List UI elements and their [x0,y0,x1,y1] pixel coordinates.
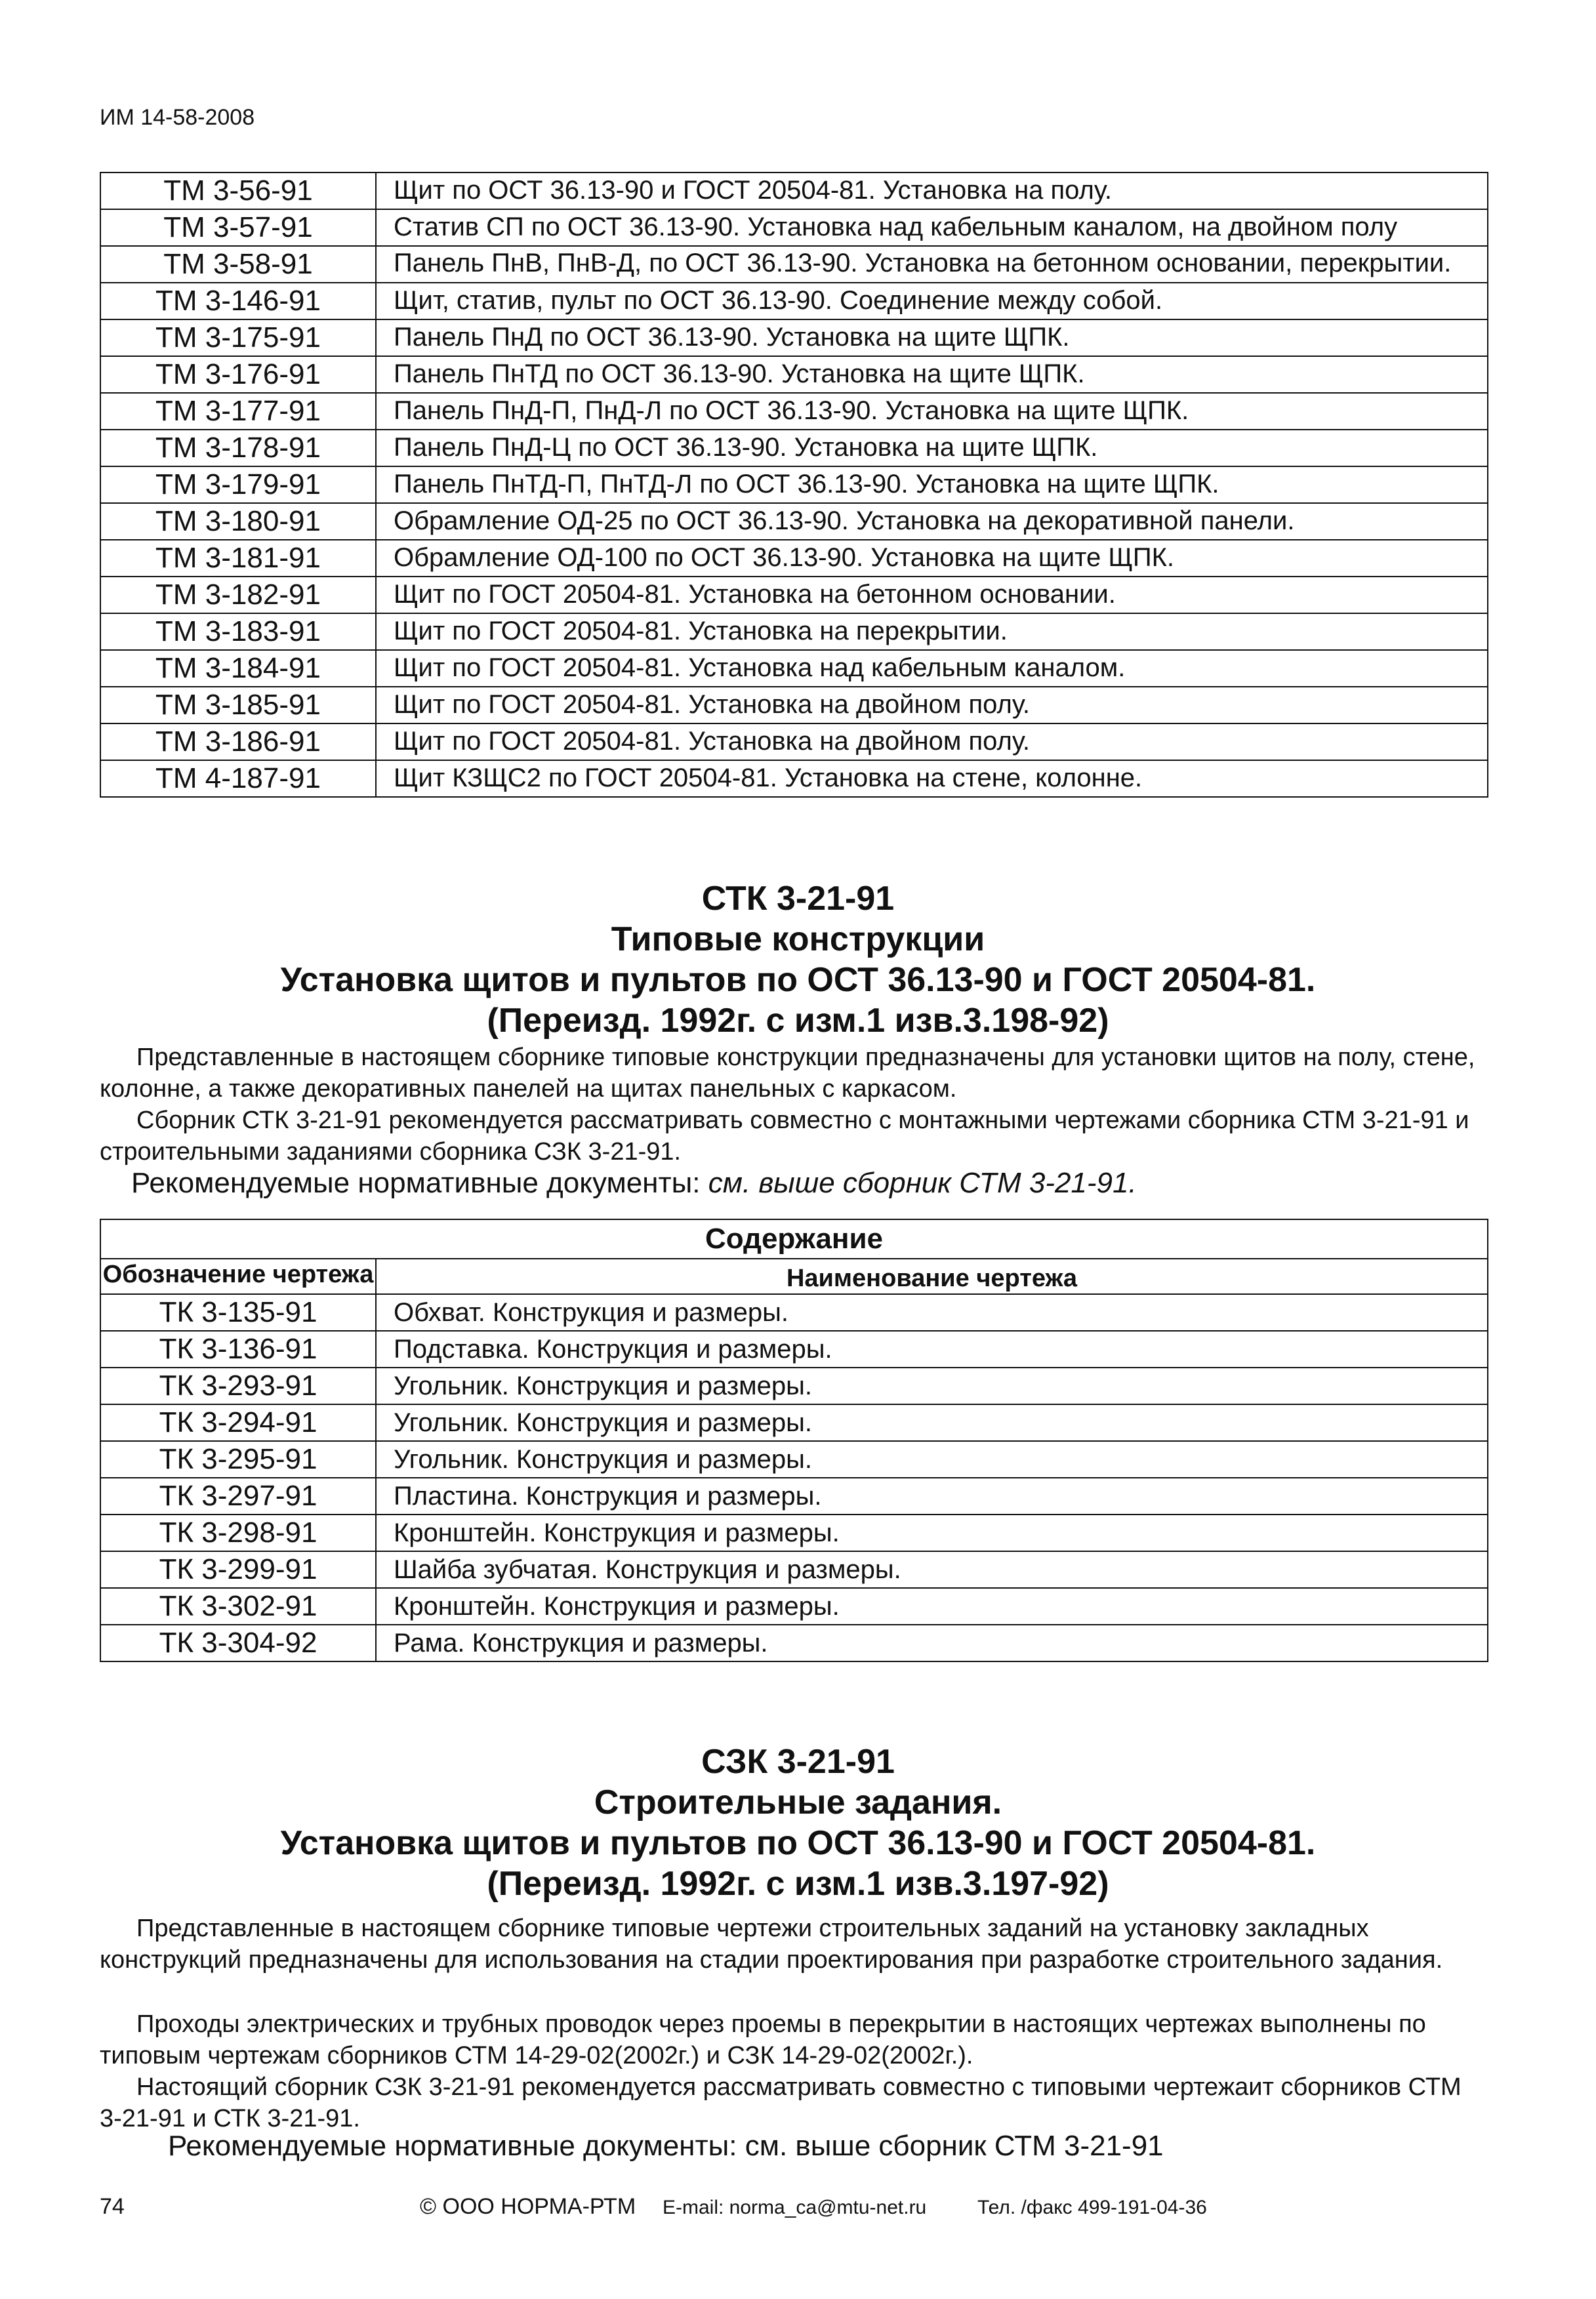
drawing-name-cell: Кронштейн. Конструкция и размеры. [376,1515,1488,1551]
table-row [100,1404,1488,1441]
szk-rec-ref: см. выше сборник СТМ 3-21-91 [745,2130,1164,2162]
section-stk-paragraph-1 [100,1042,1488,1105]
drawing-code-cell: ТМ 3-178-91 [100,430,376,466]
drawing-name-cell: Угольник. Конструкция и размеры. [376,1441,1488,1478]
drawing-code-cell: ТК 3-298-91 [100,1515,376,1551]
footer-phone: Тел. /факс 499-191-04-36 [977,2197,1207,2218]
drawing-name-cell: Подставка. Конструкция и размеры. [376,1331,1488,1368]
section-stk-edition: (Переизд. 1992г. с изм.1 изв.3.198-92) [487,1002,1109,1040]
contents-table-tk [100,1219,1488,1662]
drawing-code-cell: ТМ 3-182-91 [100,577,376,613]
section-stk-code: СТК 3-21-91 [701,880,895,918]
section-szk-subtitle: Установка щитов и пультов по ОСТ 36.13-90 и ГОСТ 20504-81. [280,1824,1316,1862]
drawing-name-cell: Панель ПнД-Ц по ОСТ 36.13-90. Установка на щите ЩПК. [376,430,1488,466]
drawing-code-cell: ТМ 3-180-91 [100,503,376,540]
table-row [100,1588,1488,1625]
szk-para-3-text: Настоящий сборник СЗК 3-21-91 рекомендуется рассматривать совместно с типовыми чертежаит сборников СТМ 3-21-91 и СТК 3-21-91. [100,2073,1462,2132]
drawing-name-cell: Кронштейн. Конструкция и размеры. [376,1588,1488,1625]
table-row [100,1551,1488,1588]
table-row [100,283,1488,319]
drawing-code-cell: ТМ 3-185-91 [100,687,376,723]
section-szk-title: Строительные задания. [594,1783,1002,1821]
table-row [100,650,1488,687]
stk-para-2-text: Сборник СТК 3-21-91 рекомендуется рассматривать совместно с монтажными чертежами сборника СТМ 3-21-91 и строительными заданиями сборника СЗК 3-21-91. [100,1107,1469,1166]
szk-para-1-text: Представленные в настоящем сборнике типовые чертежи строительных заданий на установку закладных конструкций предназначены для использования на стадии проектирования при разработке строительного задания. [100,1915,1443,1974]
drawing-name-cell: Обрамление ОД-25 по ОСТ 36.13-90. Установка на декоративной панели. [376,503,1488,540]
table-row [100,723,1488,760]
drawing-code-cell: ТМ 3-183-91 [100,613,376,650]
drawing-code-cell: ТК 3-293-91 [100,1368,376,1404]
drawing-name-cell: Обрамление ОД-100 по ОСТ 36.13-90. Установка на щите ЩПК. [376,540,1488,577]
szk-rec-label: Рекомендуемые нормативные документы: [168,2130,737,2162]
section-szk-paragraph-2 [100,2008,1488,2071]
section-stk-subtitle: Установка щитов и пультов по ОСТ 36.13-90 и ГОСТ 20504-81. [280,961,1316,999]
drawing-name-cell: Щит по ГОСТ 20504-81. Установка на перекрытии. [376,613,1488,650]
col-header-name: Наименование чертежа [376,1259,1488,1294]
table-row [100,246,1488,283]
drawing-code-cell: ТМ 3-186-91 [100,723,376,760]
drawing-name-cell: Обхват. Конструкция и размеры. [376,1294,1488,1331]
table-row [100,540,1488,577]
drawings-table-tm [100,172,1488,798]
drawing-code-cell: ТМ 4-187-91 [100,760,376,797]
drawing-code-cell: ТМ 3-177-91 [100,393,376,430]
stk-rec-label: Рекомендуемые нормативные документы: [131,1167,701,1199]
table-row [100,687,1488,723]
drawing-name-cell: Панель ПнВ, ПнВ-Д, по ОСТ 36.13-90. Установка на бетонном основании, перекрытии. [376,246,1488,283]
table-row [100,577,1488,613]
drawing-name-cell: Панель ПнД по ОСТ 36.13-90. Установка на щите ЩПК. [376,319,1488,356]
drawing-name-cell: Щит по ГОСТ 20504-81. Установка на двойном полу. [376,723,1488,760]
section-szk-recommended [100,2130,1557,2162]
drawing-code-cell: ТМ 3-176-91 [100,356,376,393]
section-szk-paragraph-1 [100,1913,1488,1976]
drawing-name-cell: Щит по ГОСТ 20504-81. Установка на двойном полу. [376,687,1488,723]
table-row [100,393,1488,430]
table-row [100,1625,1488,1661]
table-row [100,760,1488,797]
footer-email: E-mail: norma_ca@mtu-net.ru [663,2197,927,2218]
table-row [100,1441,1488,1478]
drawing-code-cell: ТМ 3-56-91 [100,173,376,209]
drawing-code-cell: ТМ 3-146-91 [100,283,376,319]
drawing-code-cell: ТМ 3-58-91 [100,246,376,283]
page-number: 74 [100,2194,125,2219]
drawing-name-cell: Шайба зубчатая. Конструкция и размеры. [376,1551,1488,1588]
drawing-code-cell: ТК 3-294-91 [100,1404,376,1441]
table-row [100,503,1488,540]
section-szk-code: СЗК 3-21-91 [701,1743,895,1781]
drawing-name-cell: Статив СП по ОСТ 36.13-90. Установка над кабельным каналом, на двойном полу [376,209,1488,246]
table-row [100,1478,1488,1515]
table-row [100,1515,1488,1551]
drawing-code-cell: ТМ 3-57-91 [100,209,376,246]
document-code: ИМ 14-58-2008 [100,105,255,130]
table-row [100,173,1488,209]
drawing-code-cell: ТК 3-304-92 [100,1625,376,1661]
table-row [100,1368,1488,1404]
contents-caption: Содержание [100,1219,1488,1259]
table-row [100,613,1488,650]
drawing-name-cell: Угольник. Конструкция и размеры. [376,1368,1488,1404]
drawing-code-cell: ТК 3-297-91 [100,1478,376,1515]
drawing-name-cell: Угольник. Конструкция и размеры. [376,1404,1488,1441]
drawing-code-cell: ТМ 3-179-91 [100,466,376,503]
drawing-name-cell: Панель ПнТД-П, ПнТД-Л по ОСТ 36.13-90. Установка на щите ЩПК. [376,466,1488,503]
table-row [100,430,1488,466]
stk-para-1-text: Представленные в настоящем сборнике типовые конструкции предназначены для установки щитов на полу, стене, колонне, а также декоративных панелей на щитах панельных с каркасом. [100,1044,1475,1103]
drawing-name-cell: Щит по ГОСТ 20504-81. Установка над кабельным каналом. [376,650,1488,687]
drawing-code-cell: ТК 3-295-91 [100,1441,376,1478]
section-szk-paragraph-3 [100,2071,1488,2134]
table-row [100,1331,1488,1368]
table-row [100,1294,1488,1331]
col-header-code: Обозначение чертежа [100,1259,376,1294]
drawing-name-cell: Щит, статив, пульт по ОСТ 36.13-90. Соединение между собой. [376,283,1488,319]
drawing-name-cell: Пластина. Конструкция и размеры. [376,1478,1488,1515]
drawing-code-cell: ТК 3-302-91 [100,1588,376,1625]
section-stk-recommended [100,1168,1520,1199]
table-row [100,466,1488,503]
drawing-code-cell: ТК 3-136-91 [100,1331,376,1368]
footer-company: © ООО НОРМА-РТМ [420,2194,636,2219]
drawing-name-cell: Щит по ОСТ 36.13-90 и ГОСТ 20504-81. Установка на полу. [376,173,1488,209]
stk-rec-ref: см. выше сборник СТМ 3-21-91. [708,1167,1137,1199]
section-stk-title: Типовые конструкции [611,920,985,958]
table-row [100,356,1488,393]
drawing-name-cell: Щит по ГОСТ 20504-81. Установка на бетонном основании. [376,577,1488,613]
drawing-name-cell: Щит КЗЩС2 по ГОСТ 20504-81. Установка на стене, колонне. [376,760,1488,797]
table-row [100,319,1488,356]
drawing-code-cell: ТМ 3-184-91 [100,650,376,687]
drawing-name-cell: Панель ПнТД по ОСТ 36.13-90. Установка на щите ЩПК. [376,356,1488,393]
section-stk-paragraph-2 [100,1105,1488,1168]
drawing-code-cell: ТК 3-135-91 [100,1294,376,1331]
section-szk-edition: (Переизд. 1992г. с изм.1 изв.3.197-92) [487,1865,1109,1903]
drawing-code-cell: ТМ 3-175-91 [100,319,376,356]
drawing-name-cell: Рама. Конструкция и размеры. [376,1625,1488,1661]
szk-para-2-text: Проходы электрических и трубных проводок через проемы в перекрытии в настоящих чертежах выполнены по типовым чертежам сборников СТМ 14-29-02(2002г.) и СЗК 14-29-02(2002г.). [100,2010,1426,2069]
drawing-code-cell: ТМ 3-181-91 [100,540,376,577]
drawing-name-cell: Панель ПнД-П, ПнД-Л по ОСТ 36.13-90. Установка на щите ЩПК. [376,393,1488,430]
drawing-code-cell: ТК 3-299-91 [100,1551,376,1588]
table-row [100,209,1488,246]
